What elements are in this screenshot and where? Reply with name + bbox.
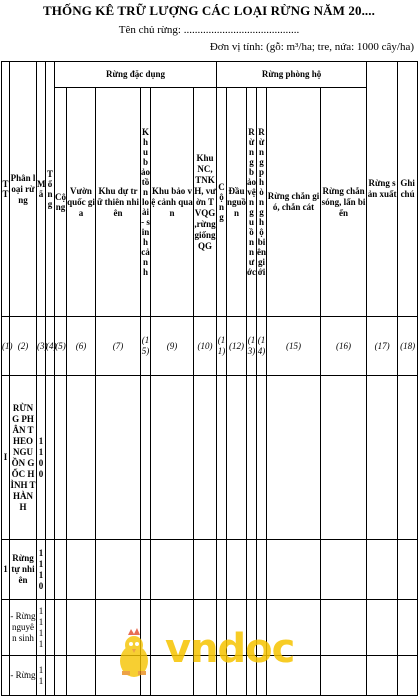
col-ph-dau-nguon: Đầu nguồn <box>227 88 247 317</box>
col-tong: Tổng <box>46 62 55 317</box>
col-dd-khu-nc: Khu NC, TNKH, vườn TVQG ,rừng giống QG <box>194 88 217 317</box>
col-number: (16) <box>321 317 367 376</box>
col-dd-khu-bao-ve: Khu bảo vệ cảnh quan <box>151 88 194 317</box>
col-ph-cong: Cộng <box>217 88 227 317</box>
page-title: THỐNG KÊ TRỮ LƯỢNG CÁC LOẠI RỪNG NĂM 20.... <box>43 3 375 18</box>
row-ma: 1100 <box>37 376 46 540</box>
col-number: (1) <box>2 317 10 376</box>
row-tt <box>2 600 10 656</box>
row-tt: I <box>2 376 10 540</box>
unit-line: Đơn vị tính: (gỗ: m³/ha; tre, nứa: 1000 cây/ha) <box>209 41 414 53</box>
row-label: - Rừng <box>10 656 37 696</box>
row-label: - Rừng nguyên sinh <box>10 600 37 656</box>
col-ph-chan-gio: Rừng chắn gió, chắn cát <box>267 88 321 317</box>
column-number-row <box>2 317 418 376</box>
col-number: (6) <box>67 317 96 376</box>
col-number: (17) <box>367 317 398 376</box>
table-row <box>2 540 418 600</box>
row-tt <box>2 656 10 696</box>
col-tt: TT <box>2 62 10 317</box>
col-dd-cong: Cộng <box>55 88 67 317</box>
col-number: (7) <box>96 317 141 376</box>
row-label: RỪNG PHÂN THEO NGUỒN GỐC HÌNH THÀNH <box>10 376 37 540</box>
col-ghi-chu: Ghi chú <box>398 62 418 317</box>
row-label: Rừng tự nhiên <box>10 540 37 600</box>
col-dd-vuon-quoc-gia: Vườn quốc gia <box>67 88 96 317</box>
col-dd-khu-du-tru: Khu dự trữ thiên nhiên <box>96 88 141 317</box>
watermark: vndoc <box>165 626 295 672</box>
table-row <box>2 376 418 540</box>
col-number: (14) <box>257 317 267 376</box>
col-phan-loai: Phân loại rừng <box>10 62 37 317</box>
row-ma: 11 <box>37 656 46 696</box>
col-number: (18) <box>398 317 418 376</box>
row-ma: 1111 <box>37 600 46 656</box>
col-dd-khu-bao-ton: Khu bảo tồn loài - sinh cảnh <box>141 88 151 317</box>
col-ma: Mã <box>37 62 46 317</box>
col-ph-bao-ve-nuoc: Rừng bảo vệ nguồn nước <box>247 88 257 317</box>
col-ph-chan-song: Rừng chắn sóng, lấn biển <box>321 88 367 317</box>
row-ma: 1110 <box>37 540 46 600</box>
forest-stock-table <box>1 61 418 696</box>
col-group-dac-dung: Rừng đặc dụng <box>55 62 217 88</box>
col-ph-bien-gioi: Rừng phòng hộ biên giới <box>257 88 267 317</box>
col-number: (10) <box>194 317 217 376</box>
col-number: (11) <box>217 317 227 376</box>
col-number: (15) <box>267 317 321 376</box>
col-number: (4) <box>46 317 55 376</box>
col-san-xuat: Rừng sản xuất <box>367 62 398 317</box>
col-number: (15) <box>141 317 151 376</box>
col-number: (5) <box>55 317 67 376</box>
col-number: (3) <box>37 317 46 376</box>
row-tt: 1 <box>2 540 10 600</box>
col-group-phong-ho: Rừng phòng hộ <box>217 62 367 88</box>
col-number: (13) <box>247 317 257 376</box>
col-number: (2) <box>10 317 37 376</box>
col-number: (9) <box>151 317 194 376</box>
owner-line: Tên chủ rừng: .......................................... <box>118 24 300 36</box>
col-number: (12) <box>227 317 247 376</box>
